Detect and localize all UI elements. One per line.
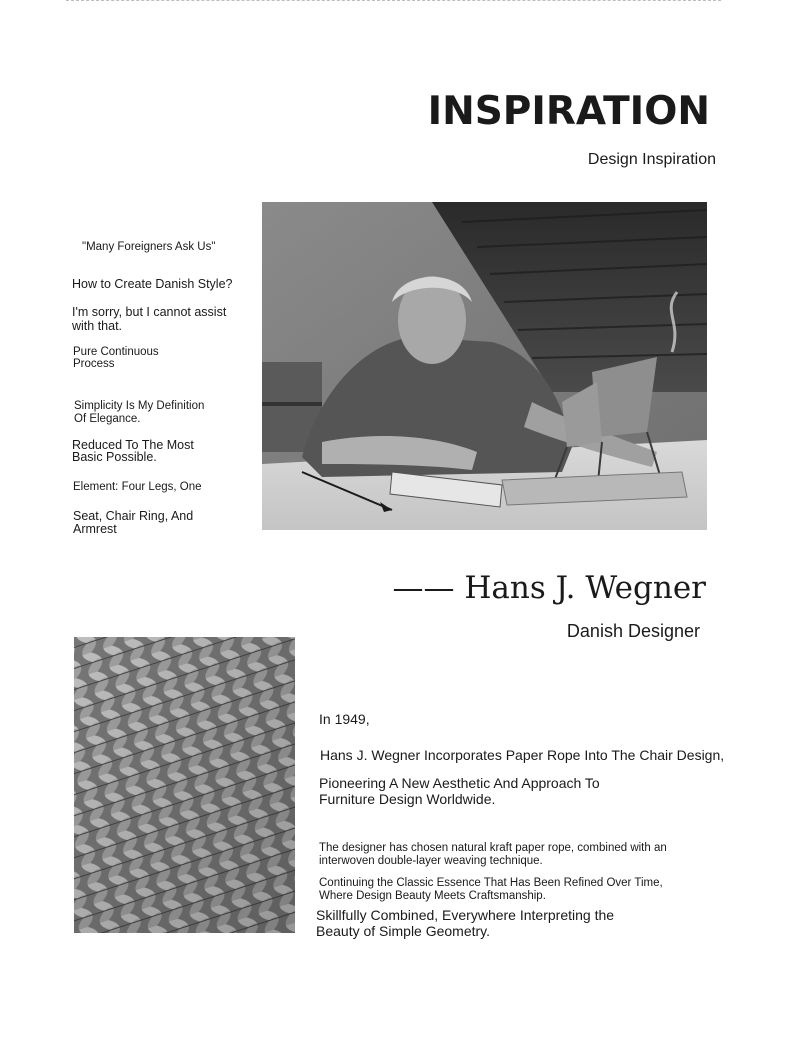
quote-text: "Many Foreigners Ask Us" (82, 241, 216, 253)
classic-line-1: Continuing the Classic Essence That Has Been Refined Over Time, (319, 877, 663, 889)
seat-line-1: Seat, Chair Ring, And (73, 509, 194, 523)
designer-role: Danish Designer (566, 621, 700, 641)
paper-rope-texture-image (74, 637, 295, 933)
process-line-1: Pure Continuous (73, 346, 159, 358)
process-line-2: Process (73, 358, 115, 370)
designer-photo (262, 202, 707, 530)
simplicity-line-2: Of Elegance. (74, 413, 141, 425)
reply-line-1: I'm sorry, but I cannot assist (72, 305, 227, 319)
element-line: Element: Four Legs, One (73, 481, 202, 493)
story-line-2b: Furniture Design Worldwide. (319, 791, 496, 807)
reduced-line-1: Reduced To The Most (72, 438, 194, 452)
closing-line-2: Beauty of Simple Geometry. (316, 923, 491, 939)
simplicity-line-1: Simplicity Is My Definition (74, 400, 205, 412)
page-title: INSPIRATION (427, 89, 710, 134)
designer-signature: —— Hans J. Wegner (392, 570, 706, 606)
reduced-line-2: Basic Possible. (72, 450, 157, 464)
closing-line-1: Skillfully Combined, Everywhere Interpreting the (316, 907, 615, 923)
reply-line-2: with that. (72, 319, 123, 333)
page-subtitle: Design Inspiration (587, 151, 716, 168)
seat-line-2: Armrest (73, 522, 117, 536)
material-line-1: The designer has chosen natural kraft paper rope, combined with an (319, 842, 667, 854)
material-line-2: interwoven double-layer weaving technique. (319, 855, 543, 867)
story-line-1: Hans J. Wegner Incorporates Paper Rope Into The Chair Design, (320, 747, 725, 763)
top-dashed-rule (66, 0, 721, 1)
question-text: How to Create Danish Style? (72, 277, 233, 291)
classic-line-2: Where Design Beauty Meets Craftsmanship. (319, 890, 546, 902)
story-year: In 1949, (319, 711, 370, 727)
story-line-2a: Pioneering A New Aesthetic And Approach To (319, 775, 600, 791)
